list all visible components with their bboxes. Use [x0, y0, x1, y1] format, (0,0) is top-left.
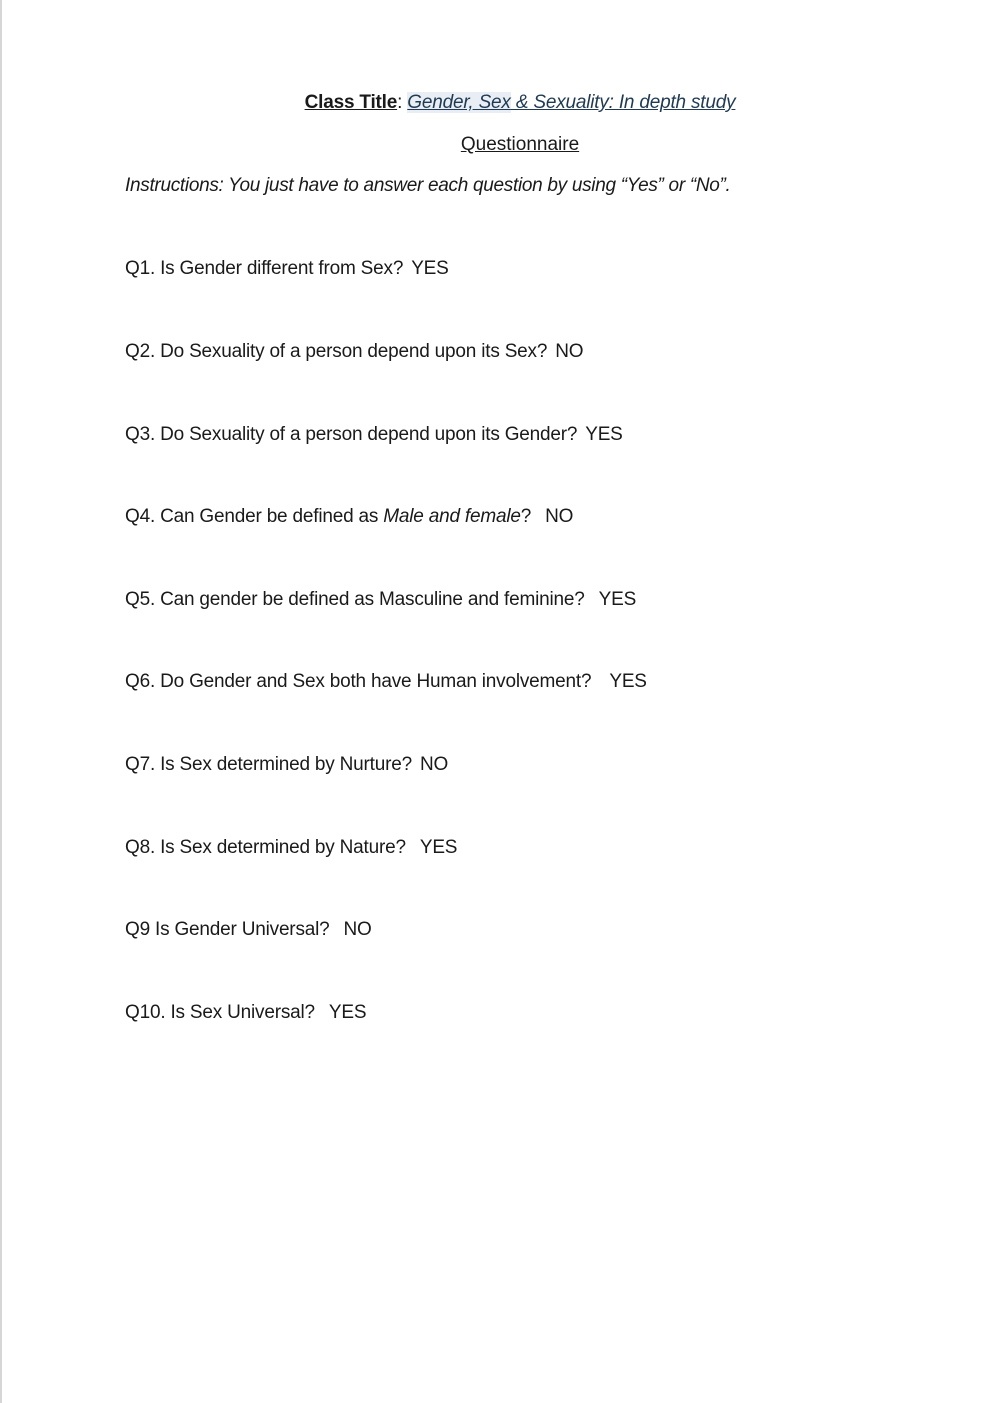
question-text: Q6. Do Gender and Sex both have Human involvement?: [125, 671, 592, 692]
question-6: [125, 671, 647, 693]
question-text: Q2. Do Sexuality of a person depend upon its Sex?: [125, 341, 548, 362]
question-10: [125, 1002, 366, 1024]
question-4: [125, 506, 573, 528]
question-7: [125, 754, 448, 776]
answer: NO: [419, 754, 449, 775]
question-text: Q3. Do Sexuality of a person depend upon its Gender?: [125, 424, 578, 445]
question-1: [125, 258, 449, 280]
question-text: Q7. Is Sex determined by Nurture?: [125, 754, 412, 775]
question-text: Q9 Is Gender Universal?: [125, 919, 330, 940]
answer: NO: [545, 506, 574, 527]
answer: YES: [419, 837, 458, 858]
document-page: [125, 0, 945, 1403]
answer: NO: [555, 341, 584, 362]
question-text-italic: Male and female: [383, 506, 521, 527]
question-text: Q1. Is Gender different from Sex?: [125, 258, 404, 279]
question-text: Q8. Is Sex determined by Nature?: [125, 837, 406, 858]
answer: YES: [609, 671, 647, 692]
question-text: Q5. Can gender be defined as Masculine and feminine?: [125, 589, 585, 610]
class-title: [125, 92, 915, 114]
page-edge: [0, 0, 2, 1403]
instructions: Instructions: You just have to answer each question by using “Yes” or “No”.: [125, 175, 731, 196]
answer: YES: [411, 258, 449, 279]
class-title-label: Class Title: [304, 92, 398, 113]
answer: NO: [343, 919, 372, 940]
question-3: [125, 424, 623, 446]
question-text: Q10. Is Sex Universal?: [125, 1002, 315, 1023]
answer: YES: [328, 1002, 367, 1023]
class-title-value-part1: Gender, Sex: [407, 92, 511, 113]
questionnaire-heading: Questionnaire: [460, 134, 580, 155]
class-title-value-part2: & Sexuality: In depth study: [510, 92, 736, 113]
class-title-value: [407, 92, 735, 113]
question-5: [125, 589, 636, 611]
class-title-separator: :: [397, 92, 403, 113]
question-9: [125, 919, 372, 941]
question-text-end: ?: [520, 506, 532, 527]
question-8: [125, 837, 457, 859]
answer: YES: [585, 424, 623, 445]
question-text: Q4. Can Gender be defined as: [125, 506, 384, 527]
question-2: [125, 341, 583, 363]
answer: YES: [598, 589, 637, 610]
